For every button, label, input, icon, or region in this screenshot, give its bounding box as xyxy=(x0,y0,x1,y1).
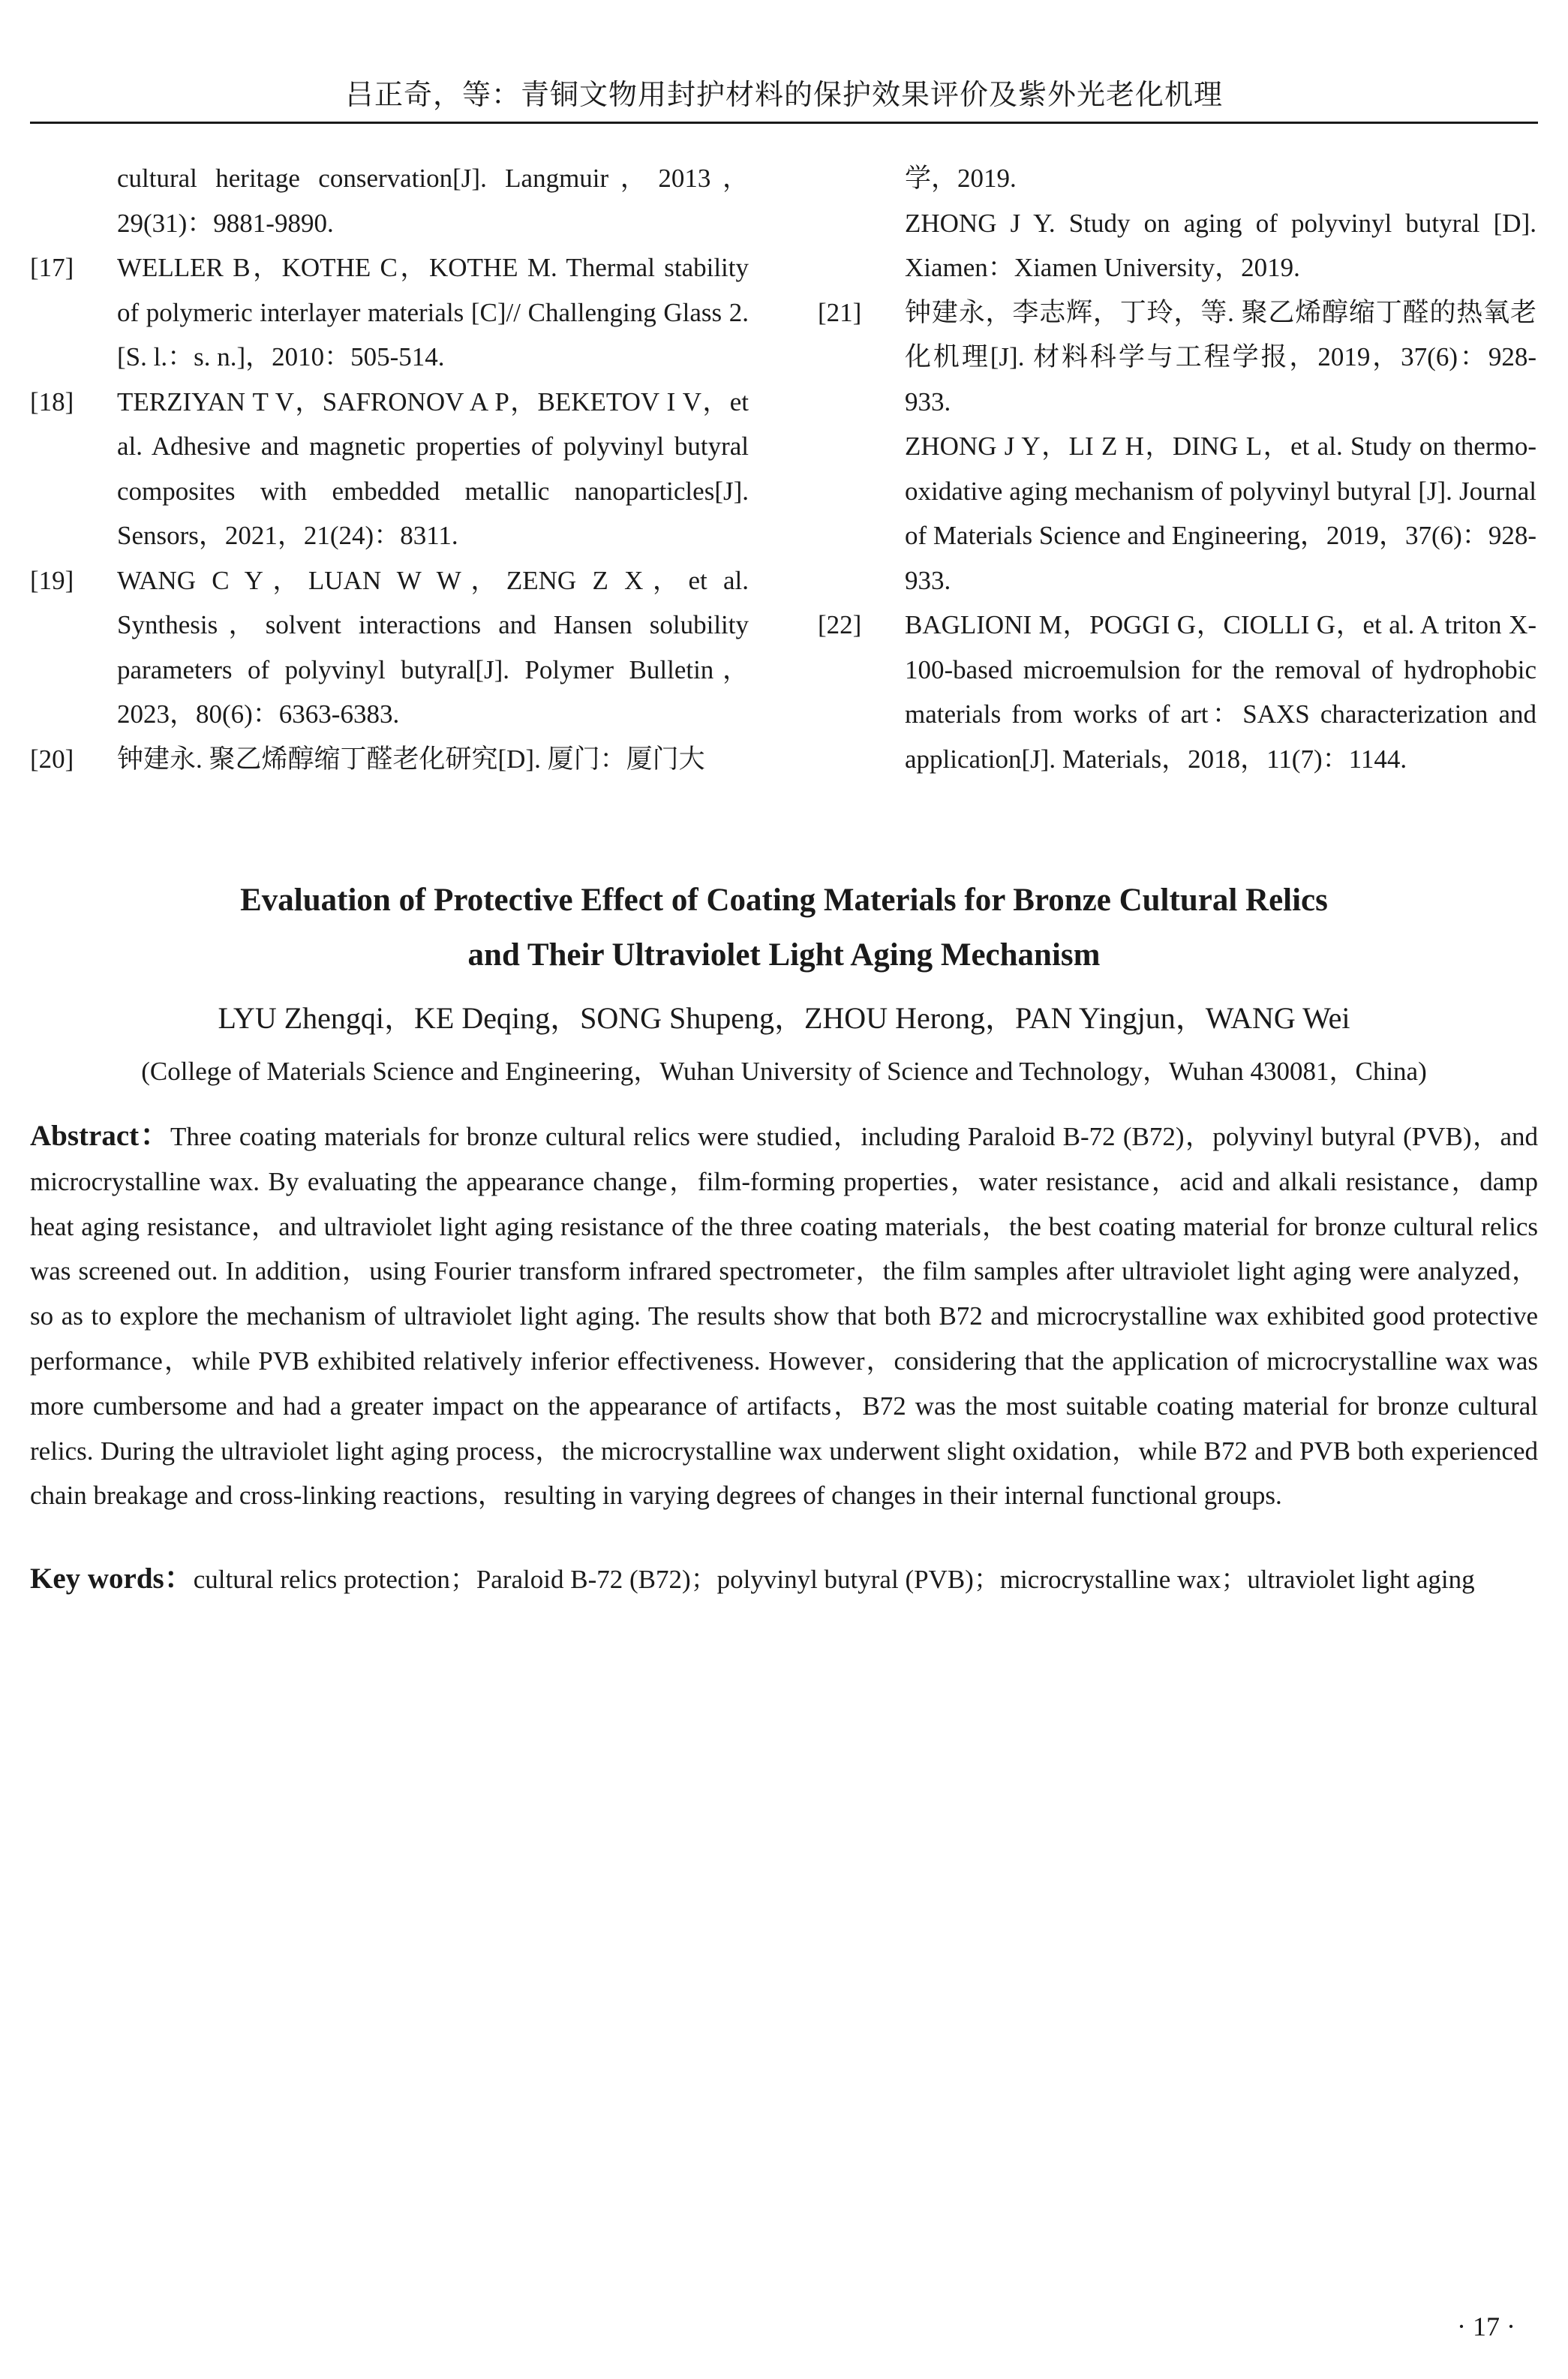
reference-number: [18] xyxy=(30,386,74,417)
abstract xyxy=(30,1114,1538,1518)
reference-item xyxy=(30,737,749,782)
references-left-column xyxy=(30,156,749,781)
reference-continuation: cultural heritage conservation[J]. Langmuir，2013，29(31)：9881-9890. xyxy=(117,164,749,238)
reference-text: BAGLIONI M，POGGI G，CIOLLI G，et al. A triton X-100-based microemulsion for the removal of hydrophobic materials from works of art：SAXS characterization and application[J]. Materials，2018，11(7)：1144. xyxy=(905,610,1536,774)
running-header: 吕正奇，等：青铜文物用封护材料的保护效果评价及紫外光老化机理 xyxy=(344,80,1223,111)
abstract-text: Three coating materials for bronze cultural relics were studied，including Paraloid B-72 (B72)，polyvinyl butyral (PVB)，and microcrystalline wax. By evaluating the appearance change，film-forming properties，water resistance，acid and alkali resistance，damp heat aging resistance，and ultraviolet light aging resistance of the three coating materials，the best coating material for bronze cultural relics was screened out. In addition，using Fourier transform infrared spectrometer，the film samples after ultraviolet light aging were analyzed，so as to explore the mechanism of ultraviolet light aging. The results show that both B72 and microcrystalline wax exhibited good protective performance，while PVB exhibited relatively inferior effectiveness. However，considering that the application of microcrystalline wax was more cumbersome and had a greater impact on the appearance of artifacts，B72 was the most suitable coating material for bronze cultural relics. During the ultraviolet light aging process，the microcrystalline wax underwent slight oxidation，while B72 and PVB both experienced chain breakage and cross-linking reactions，resulting in varying degrees of changes in their internal functional groups. xyxy=(30,1122,1538,1511)
keywords xyxy=(30,1556,1538,1602)
reference-item xyxy=(30,245,749,380)
reference-item xyxy=(818,603,1536,781)
author-list: LYU Zhengqi，KE Deqing，SONG Shupeng，ZHOU Herong，PAN Yingjun，WANG Wei xyxy=(218,1001,1350,1035)
reference-text: WANG C Y，LUAN W W，ZENG Z X，et al. Synthesis，solvent interactions and Hansen solubility parameters of polyvinyl butyral[J]. Polymer Bulletin，2023，80(6)：6363-6383. xyxy=(117,565,749,729)
reference-text: WELLER B，KOTHE C，KOTHE M. Thermal stability of polymeric interlayer materials [C]// Challenging Glass 2. [S. l.：s. n.]，2010：505-514. xyxy=(117,253,749,371)
reference-number: [20] xyxy=(30,744,74,774)
affiliation: (College of Materials Science and Engineering，Wuhan University of Science and Technology，Wuhan 430081，China) xyxy=(141,1057,1427,1086)
page-number: · 17 · xyxy=(1457,2311,1515,2341)
reference-text: TERZIYAN T V，SAFRONOV A P，BEKETOV I V，et al. Adhesive and magnetic properties of polyvinyl butyral composites with embedded metallic nanoparticles[J]. Sensors，2021，21(24)：8311. xyxy=(117,386,749,550)
reference-continuation: 学，2019. xyxy=(905,164,1017,193)
reference-text-english: ZHONG J Y，LI Z H，DING L，et al. Study on thermo-oxidative aging mechanism of polyvinyl butyral [J]. Journal of Materials Science and Engineering，2019，37(6)：928-933. xyxy=(905,432,1536,595)
references-right-column xyxy=(818,156,1536,781)
reference-text: 钟建永. 聚乙烯醇缩丁醛老化研究[D]. 厦门：厦门大 xyxy=(117,744,705,774)
reference-text: 钟建永，李志辉，丁玲，等. 聚乙烯醇缩丁醛的热氧老化机理[J]. 材料科学与工程学报，2019，37(6)：928-933. xyxy=(905,297,1536,417)
reference-number: [22] xyxy=(818,610,862,639)
title-line: Evaluation of Protective Effect of Coating Materials for Bronze Cultural Relics xyxy=(240,883,1328,918)
reference-item xyxy=(818,290,1536,425)
reference-number: [21] xyxy=(818,297,862,327)
reference-number: [17] xyxy=(30,253,74,282)
header-rule xyxy=(30,122,1538,124)
reference-continuation-english: ZHONG J Y. Study on aging of polyvinyl butyral [D]. Xiamen：Xiamen University，2019. xyxy=(905,208,1536,282)
reference-number: [19] xyxy=(30,565,74,595)
reference-item xyxy=(30,558,749,737)
reference-item xyxy=(30,380,749,558)
abstract-label: Abstract： xyxy=(30,1120,171,1152)
keywords-text: cultural relics protection；Paraloid B-72 (B72)；polyvinyl butyral (PVB)；microcrystalline wax；ultraviolet light aging xyxy=(193,1565,1475,1594)
keywords-label: Key words： xyxy=(30,1562,194,1595)
english-paper-title xyxy=(75,873,1493,982)
title-line: and Their Ultraviolet Light Aging Mechanism xyxy=(467,937,1101,973)
